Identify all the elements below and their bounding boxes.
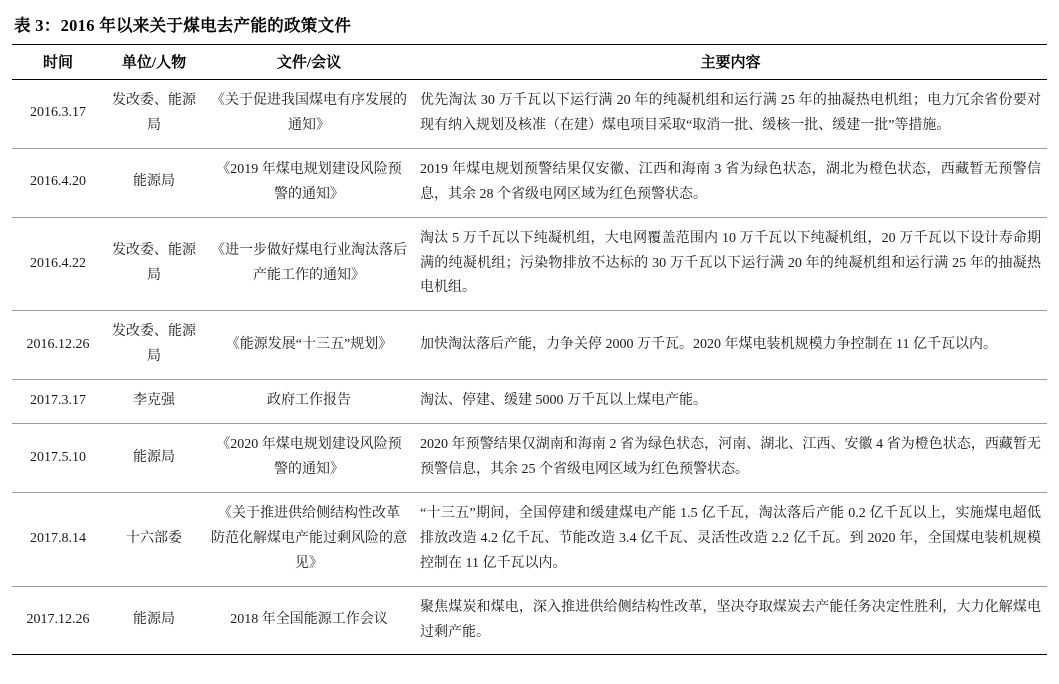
cell-time: 2016.12.26 (12, 311, 104, 380)
table-header-row (12, 45, 1047, 80)
cell-document: 政府工作报告 (204, 380, 414, 424)
cell-content: 加快淘汰落后产能，力争关停 2000 万千瓦。2020 年煤电装机规模力争控制在 11 亿千瓦以内。 (414, 311, 1047, 380)
cell-content: 2019 年煤电规划预警结果仅安徽、江西和海南 3 省为绿色状态，湖北为橙色状态，西藏暂无预警信息，其余 28 个省级电网区域为红色预警状态。 (414, 148, 1047, 217)
cell-unit: 十六部委 (104, 492, 204, 586)
cell-document: 《关于促进我国煤电有序发展的通知》 (204, 80, 414, 149)
table-header (12, 45, 1047, 80)
cell-unit: 能源局 (104, 424, 204, 493)
cell-content: 聚焦煤炭和煤电，深入推进供给侧结构性改革，坚决夺取煤炭去产能任务决定性胜利，大力化解煤电过剩产能。 (414, 586, 1047, 655)
cell-unit: 能源局 (104, 586, 204, 655)
cell-unit: 发改委、能源局 (104, 311, 204, 380)
table-row (12, 148, 1047, 217)
table-row (12, 586, 1047, 655)
cell-time: 2017.3.17 (12, 380, 104, 424)
cell-unit: 发改委、能源局 (104, 217, 204, 311)
cell-content: “十三五”期间，全国停建和缓建煤电产能 1.5 亿千瓦，淘汰落后产能 0.2 亿千瓦以上，实施煤电超低排放改造 4.2 亿千瓦、节能改造 3.4 亿千瓦、灵活性改造 2.2 亿千瓦。到 2020 年，全国煤电装机规模控制在 11 亿千瓦以内。 (414, 492, 1047, 586)
cell-unit: 发改委、能源局 (104, 80, 204, 149)
cell-unit: 李克强 (104, 380, 204, 424)
table-row (12, 80, 1047, 149)
cell-time: 2016.4.22 (12, 217, 104, 311)
column-header-document: 文件/会议 (204, 45, 414, 80)
column-header-time: 时间 (12, 45, 104, 80)
cell-content: 优先淘汰 30 万千瓦以下运行满 20 年的纯凝机组和运行满 25 年的抽凝热电机组；电力冗余省份要对现有纳入规划及核准（在建）煤电项目采取“取消一批、缓核一批、缓建一批”等措施。 (414, 80, 1047, 149)
cell-content: 淘汰 5 万千瓦以下纯凝机组，大电网覆盖范围内 10 万千瓦以下纯凝机组，20 万千瓦以下设计寿命期满的纯凝机组；污染物排放不达标的 30 万千瓦以下运行满 20 年的纯凝机组和运行满 25 年的抽凝热电机组。 (414, 217, 1047, 311)
cell-unit: 能源局 (104, 148, 204, 217)
cell-time: 2017.12.26 (12, 586, 104, 655)
cell-document: 《进一步做好煤电行业淘汰落后产能工作的通知》 (204, 217, 414, 311)
table-body (12, 80, 1047, 655)
cell-document: 《2019 年煤电规划建设风险预警的通知》 (204, 148, 414, 217)
cell-document: 《2020 年煤电规划建设风险预警的通知》 (204, 424, 414, 493)
cell-time: 2017.5.10 (12, 424, 104, 493)
cell-content: 淘汰、停建、缓建 5000 万千瓦以上煤电产能。 (414, 380, 1047, 424)
policy-documents-table (12, 44, 1047, 655)
cell-document: 《关于推进供给侧结构性改革 防范化解煤电产能过剩风险的意见》 (204, 492, 414, 586)
cell-content: 2020 年预警结果仅湖南和海南 2 省为绿色状态，河南、湖北、江西、安徽 4 省为橙色状态，西藏暂无预警信息，其余 25 个省级电网区域为红色预警状态。 (414, 424, 1047, 493)
table-caption: 表 3：2016 年以来关于煤电去产能的政策文件 (14, 16, 352, 35)
cell-time: 2016.4.20 (12, 148, 104, 217)
table-row (12, 492, 1047, 586)
table-row (12, 217, 1047, 311)
table-row (12, 380, 1047, 424)
cell-document: 2018 年全国能源工作会议 (204, 586, 414, 655)
column-header-unit: 单位/人物 (104, 45, 204, 80)
cell-time: 2016.3.17 (12, 80, 104, 149)
cell-document: 《能源发展“十三五”规划》 (204, 311, 414, 380)
table-row (12, 311, 1047, 380)
cell-time: 2017.8.14 (12, 492, 104, 586)
table-row (12, 424, 1047, 493)
column-header-content: 主要内容 (414, 45, 1047, 80)
